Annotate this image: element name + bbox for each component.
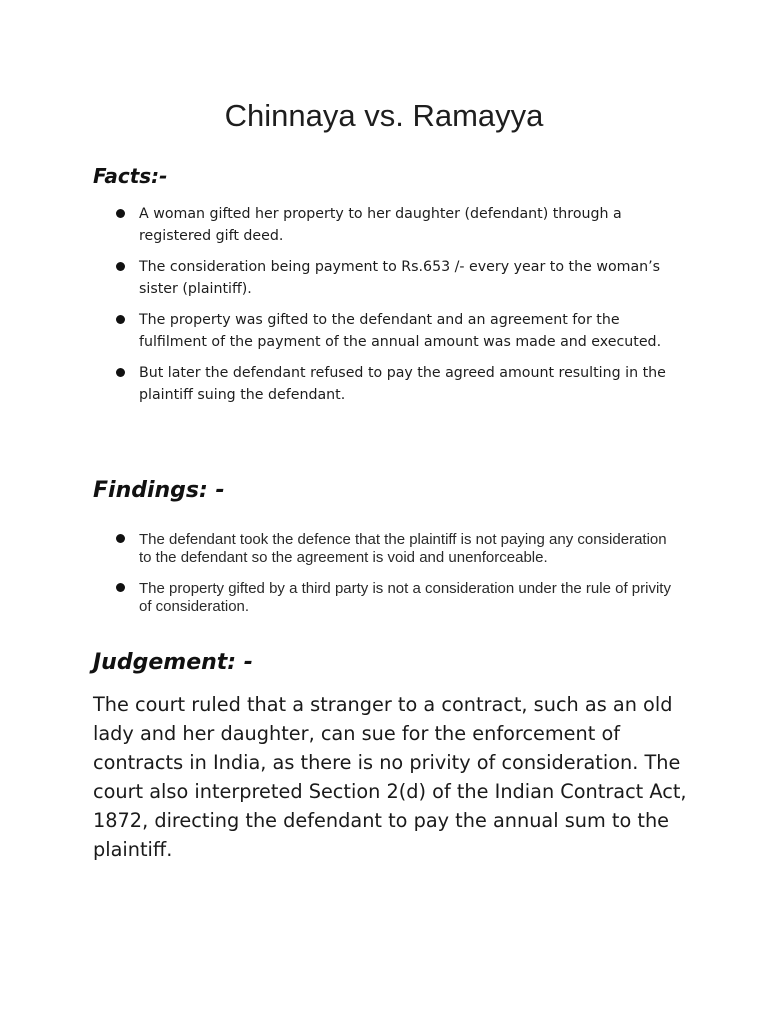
bullet-icon [116,583,125,592]
list-item [114,256,674,300]
facts-list [114,203,674,415]
list-item-text: A woman gifted her property to her daughter (defendant) through a registered gift deed. [139,206,622,244]
list-item [114,362,674,406]
list-item [114,203,674,247]
facts-heading: Facts:- [93,164,168,188]
list-item-text: The property gifted by a third party is not a consideration under the rule of privity of consideration. [139,580,671,615]
list-item-text: The consideration being payment to Rs.653 /- every year to the woman’s sister (plaintiff). [139,259,661,297]
list-item-text: The property was gifted to the defendant and an agreement for the fulfilment of the payment of the annual amount was made and executed. [139,312,662,350]
bullet-icon [116,315,125,324]
bullet-icon [116,209,125,218]
list-item-text: But later the defendant refused to pay the agreed amount resulting in the plaintiff suing the defendant. [139,365,666,403]
judgement-paragraph: The court ruled that a stranger to a contract, such as an old lady and her daughter, can sue for the enforcement of contracts in India, as there is no privity of consideration. The court also interpreted Section 2(d) of the Indian Contract Act, 1872, directing the defendant to pay the annual sum to the plaintiff. [93,693,687,861]
list-item [114,309,674,353]
findings-list [114,531,674,629]
judgement-heading: Judgement: - [93,650,253,675]
bullet-icon [116,368,125,377]
list-item-text: The defendant took the defence that the plaintiff is not paying any consideration to the defendant so the agreement is void and unenforceable. [139,531,667,566]
page-title: Chinnaya vs. Ramayya [224,98,544,133]
findings-heading: Findings: - [93,478,225,503]
bullet-icon [116,262,125,271]
bullet-icon [116,534,125,543]
list-item [114,580,674,616]
list-item [114,531,674,567]
